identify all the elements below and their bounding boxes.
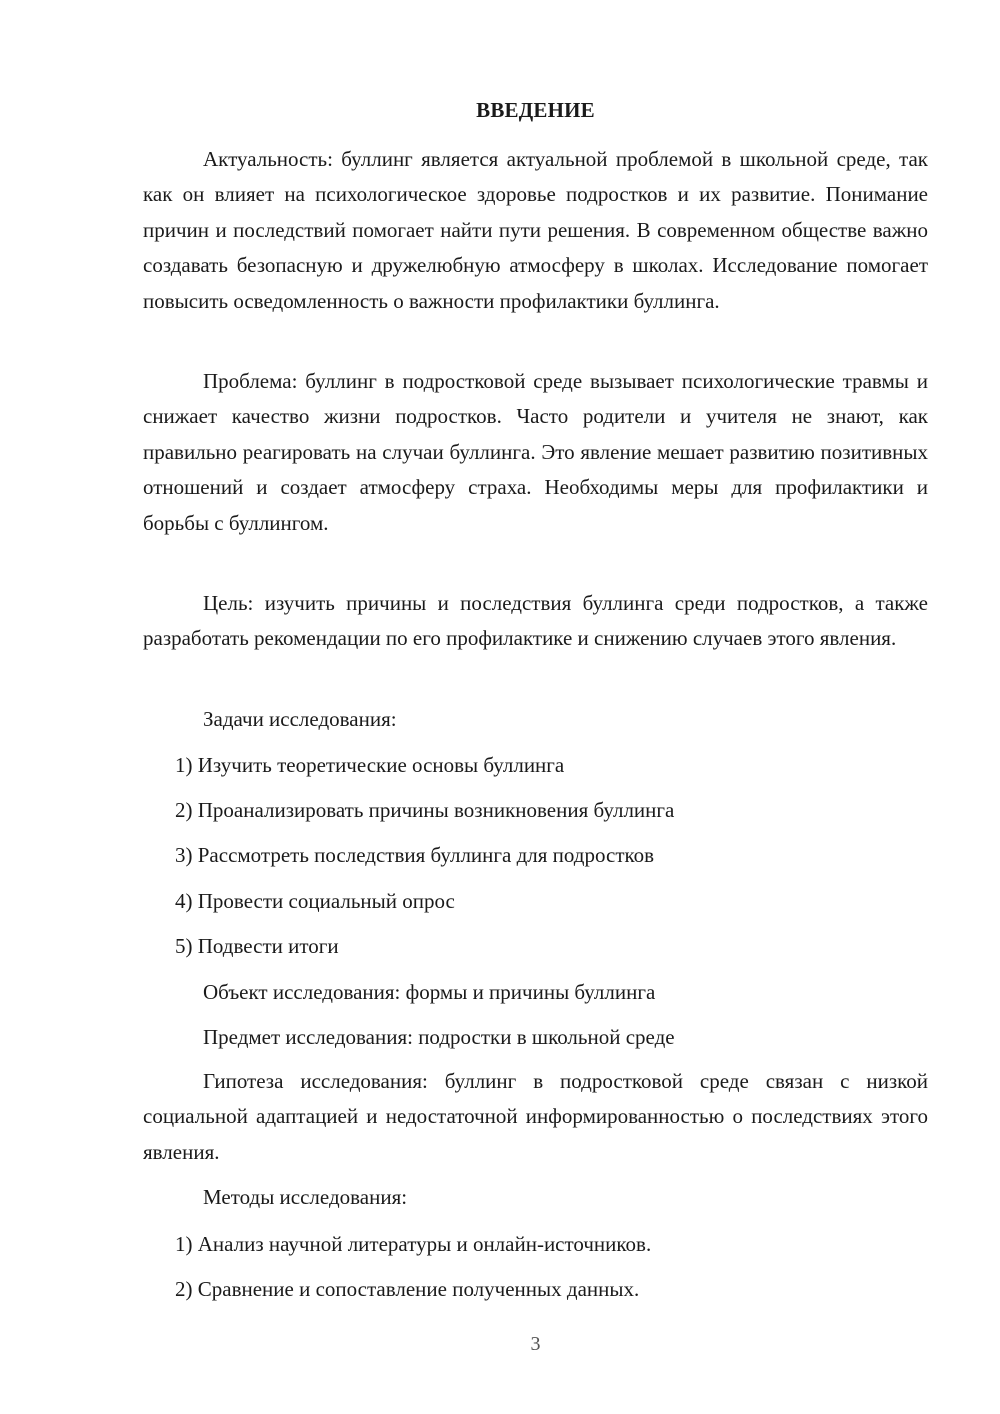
goal-paragraph: Цель: изучить причины и последствия буллинга среди подростков, а также разработать рекомендации по его профилактике и снижению случаев этого явления.	[143, 591, 928, 651]
method-item: 1) Анализ научной литературы и онлайн-источников.	[175, 1232, 652, 1256]
task-item: 2) Проанализировать причины возникновения буллинга	[175, 798, 675, 822]
task-item: 1) Изучить теоретические основы буллинга	[175, 753, 565, 777]
hypothesis-paragraph: Гипотеза исследования: буллинг в подростковой среде связан с низкой социальной адаптацией и недостаточной информированностью о последствиях этого явления.	[143, 1069, 928, 1164]
task-item: 3) Рассмотреть последствия буллинга для подростков	[175, 843, 655, 867]
subject-line: Предмет исследования: подростки в школьной среде	[203, 1025, 675, 1049]
methods-heading: Методы исследования:	[203, 1185, 408, 1209]
task-item: 5) Подвести итоги	[175, 934, 339, 958]
tasks-heading: Задачи исследования:	[203, 707, 397, 731]
document-page	[143, 0, 928, 1414]
relevance-paragraph: Актуальность: буллинг является актуальной проблемой в школьной среде, так как он влияет на психологическое здоровье подростков и их развитие. Понимание причин и последствий помогает найти пути решения. В современном обществе важно создавать безопасную и дружелюбную атмосферу в школах. Исследование помогает повысить осведомленность о важности профилактики буллинга.	[143, 147, 928, 313]
section-title: ВВЕДЕНИЕ	[476, 98, 595, 122]
task-item: 4) Провести социальный опрос	[175, 889, 455, 913]
method-item: 2) Сравнение и сопоставление полученных данных.	[175, 1277, 640, 1301]
problem-paragraph: Проблема: буллинг в подростковой среде вызывает психологические травмы и снижает качество жизни подростков. Часто родители и учителя не знают, как правильно реагировать на случаи буллинга. Это явление мешает развитию позитивных отношений и создает атмосферу страха. Необходимы меры для профилактики и борьбы с буллингом.	[143, 369, 928, 535]
page-number: 3	[530, 1333, 541, 1355]
object-line: Объект исследования: формы и причины буллинга	[203, 980, 656, 1004]
